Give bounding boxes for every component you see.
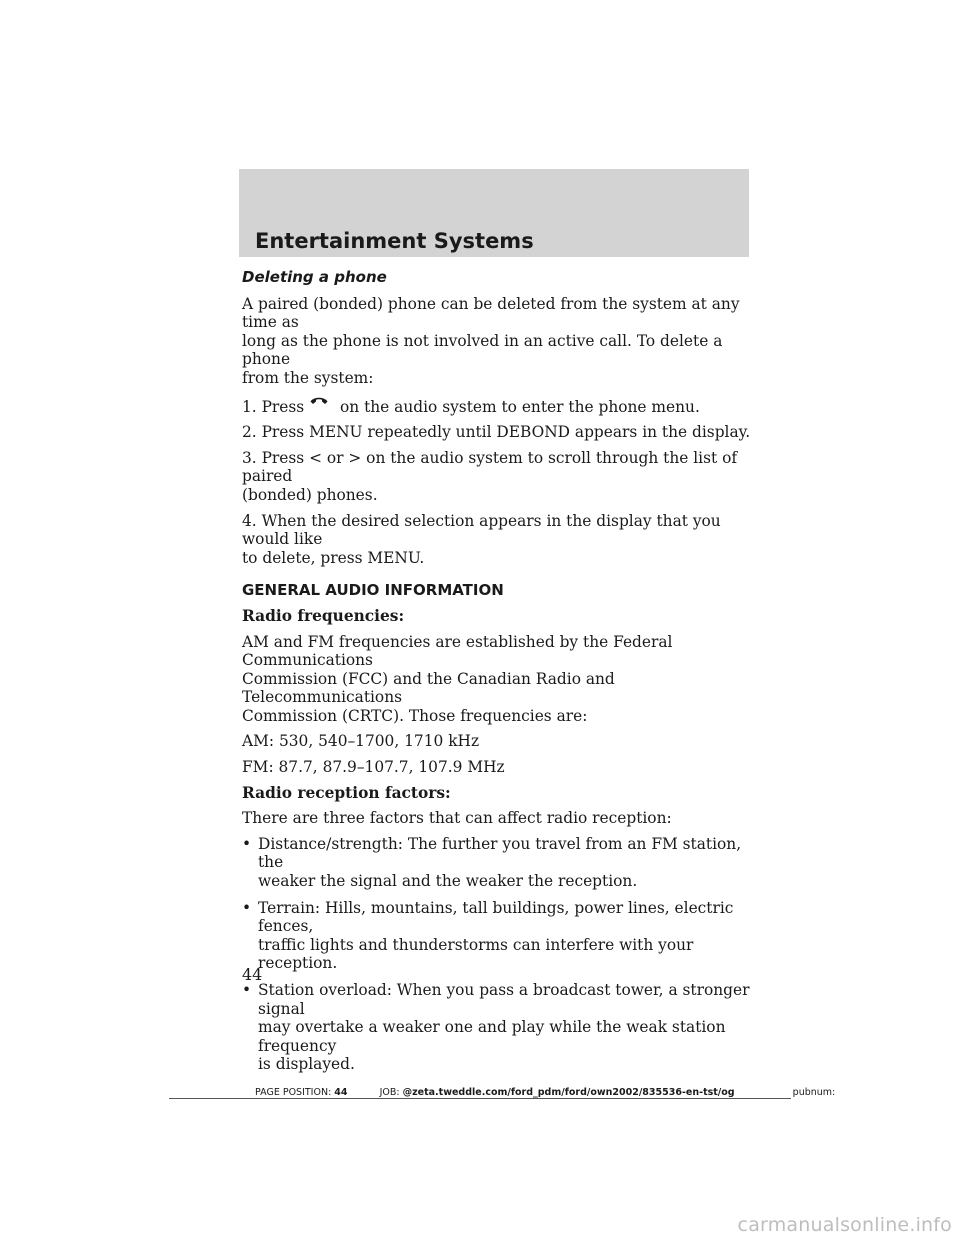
watermark: carmanualsonline.info [737,1214,952,1236]
page-number: 44 [242,965,263,984]
job-value: @zeta.tweddle.com/ford_pdm/ford/own2002/835536-en-tst/og [402,1087,735,1098]
deleting-intro: A paired (bonded) phone can be deleted from the system at any time as long as the phone is not involved in an active call. To delete a phone from the system: [242,294,740,387]
section-title: Entertainment Systems [255,229,534,253]
deleting-phone-heading: Deleting a phone [242,268,387,286]
reception-factors-list [242,835,762,1074]
phone-icon [309,395,329,409]
radio-reception-label: Radio reception factors: [242,783,451,802]
step-3: 3. Press < or > on the audio system to scroll through the list of paired (bonded) phones. [242,448,738,504]
pubnum-label: pubnum: [792,1087,836,1098]
general-audio-heading: GENERAL AUDIO INFORMATION [242,581,504,600]
am-frequencies: AM: 530, 540–1700, 1710 kHz [242,732,480,751]
bullet-icon: • [242,898,252,917]
radio-frequencies-text: AM and FM frequencies are established by the Federal Communications Commission (FCC) and the Canadian Radio and Telecommunications Commission (CRTC). Those frequencies are: [242,632,673,725]
radio-reception-intro: There are three factors that can affect radio reception: [242,809,672,828]
bullet-icon: • [242,981,252,999]
job-label: JOB: [379,1087,400,1098]
step-1: 1. Press on the audio system to enter the phone menu. [242,395,762,417]
list-item: • Distance/strength: The further you travel from an FM station, the weaker the signal and the weaker the reception. [242,834,742,891]
page-content [242,268,762,1082]
list-item: • Terrain: Hills, mountains, tall buildings, power lines, electric fences, traffic lights and thunderstorms can interfere with your reception. [242,898,734,973]
step-2: 2. Press MENU repeatedly until DEBOND appears in the display. [242,423,751,442]
bullet-icon: • [242,834,252,853]
print-footer [255,1087,836,1098]
page-position-value: 44 [334,1087,348,1098]
footer-divider [169,1098,791,1099]
list-item: • Station overload: When you pass a broadcast tower, a stronger signal may overtake a weaker one and play while the weak station frequency is displayed. [242,981,750,1074]
fm-frequencies: FM: 87.7, 87.9–107.7, 107.9 MHz [242,758,505,777]
step-4: 4. When the desired selection appears in the display that you would like to delete, press MENU. [242,511,721,567]
page-position-label: PAGE POSITION: [255,1087,332,1098]
radio-frequencies-label: Radio frequencies: [242,606,405,625]
